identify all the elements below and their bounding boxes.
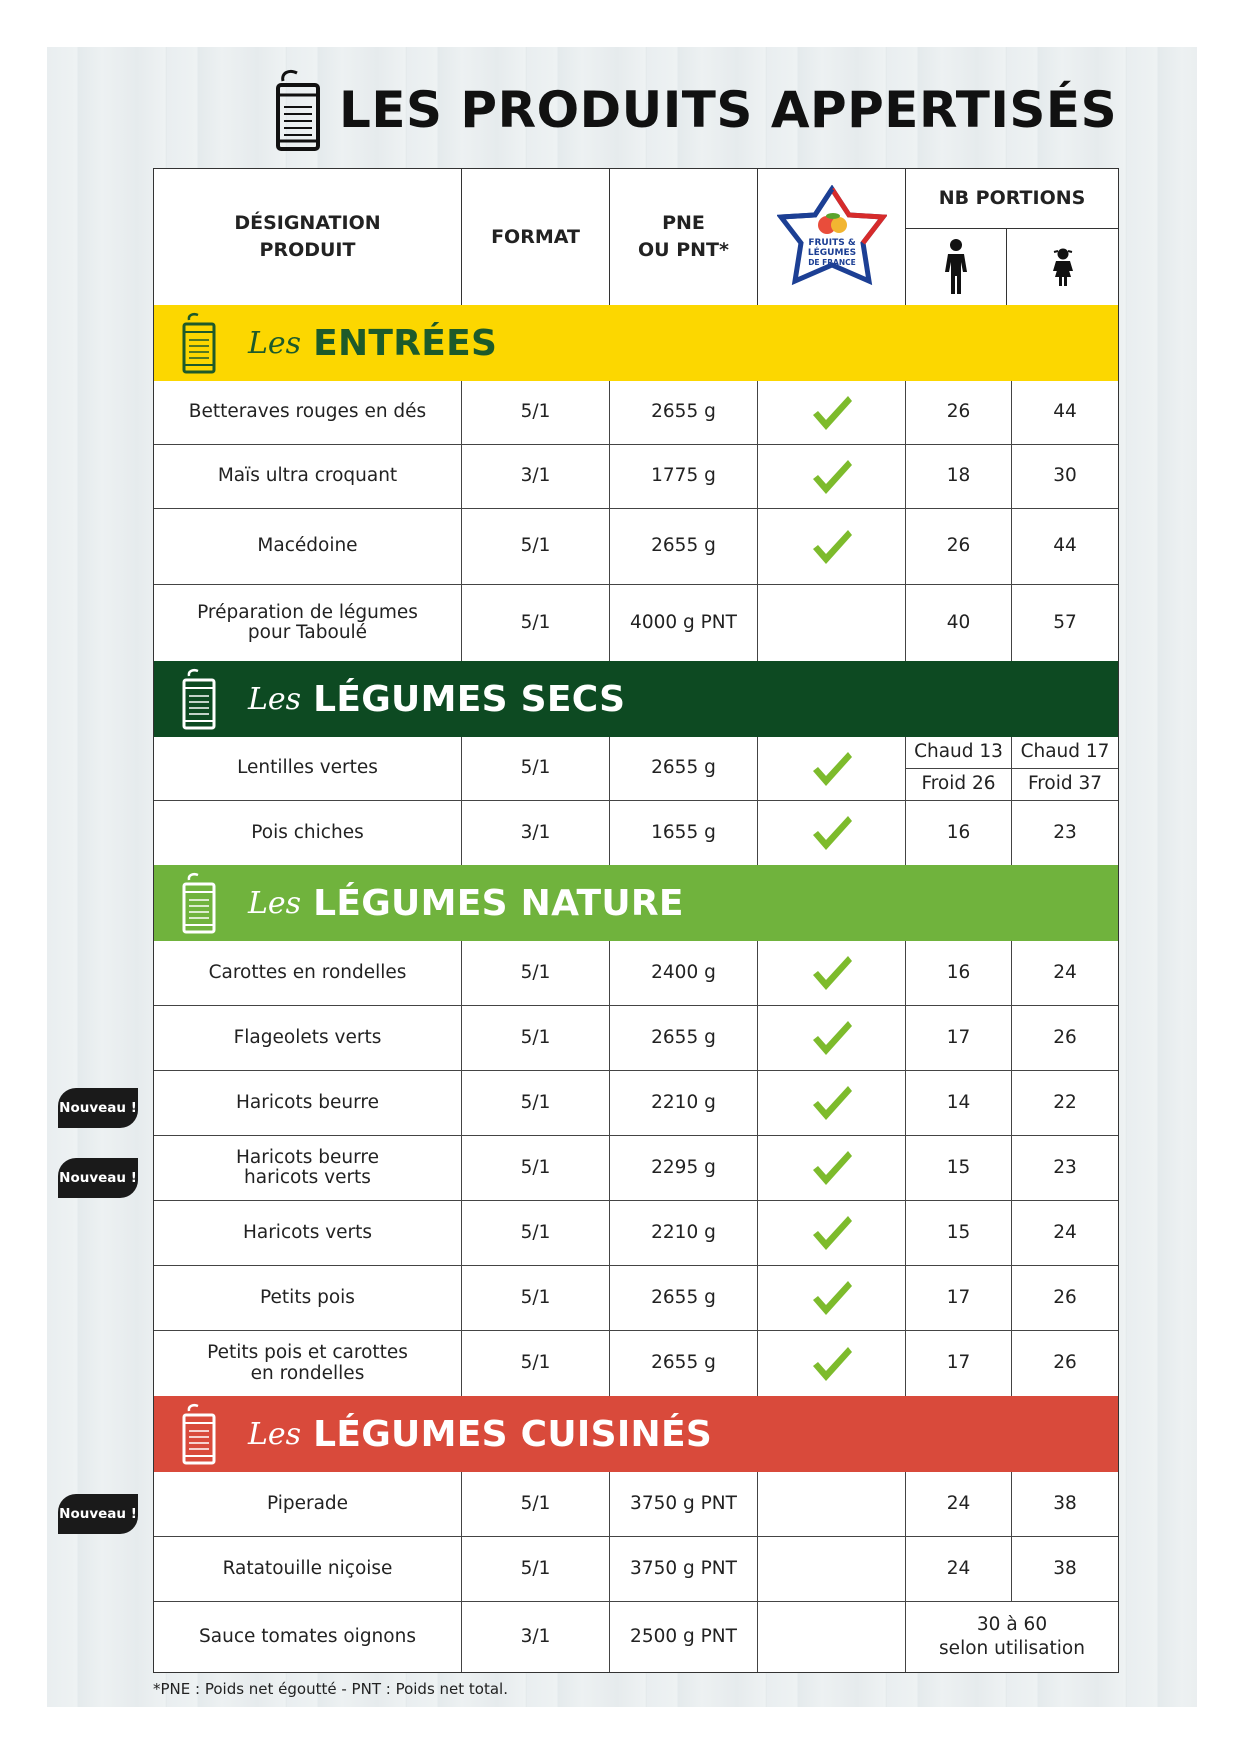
child-portions: 22 bbox=[1053, 1091, 1077, 1113]
nouveau-badge: Nouveau ! bbox=[58, 1088, 138, 1128]
weight: 2655 g bbox=[610, 1331, 758, 1396]
child-icon bbox=[1052, 247, 1074, 287]
can-icon bbox=[275, 67, 321, 153]
svg-text:DE FRANCE: DE FRANCE bbox=[807, 258, 856, 267]
header-pne: PNE OU PNT* bbox=[610, 169, 758, 305]
adult-portions bbox=[906, 737, 1012, 800]
child-portions: 26 bbox=[1053, 1286, 1077, 1308]
label-cell bbox=[758, 941, 906, 1005]
table-header bbox=[154, 169, 1118, 306]
adult-portions: 26 bbox=[906, 381, 1012, 444]
section-legumes-nature bbox=[154, 865, 1118, 941]
table-row bbox=[154, 1201, 1118, 1266]
weight: 2210 g bbox=[610, 1201, 758, 1265]
format: 5/1 bbox=[462, 1071, 610, 1135]
section-les: Les bbox=[248, 885, 302, 921]
weight: 2655 g bbox=[610, 737, 758, 800]
format: 5/1 bbox=[462, 941, 610, 1005]
format: 5/1 bbox=[462, 1136, 610, 1200]
product-name: Maïs ultra croquant bbox=[154, 445, 462, 508]
check-icon bbox=[810, 393, 854, 433]
header-adult bbox=[906, 229, 1007, 305]
section-title: LÉGUMES CUISINÉS bbox=[313, 1413, 713, 1455]
fruits-legumes-de-france-logo bbox=[777, 185, 887, 289]
table-row bbox=[154, 1602, 1118, 1672]
child-portions: 44 bbox=[1053, 535, 1077, 557]
format: 5/1 bbox=[462, 585, 610, 661]
check-icon bbox=[810, 1018, 854, 1058]
table-row bbox=[154, 1006, 1118, 1071]
product-name: Haricots beurre bbox=[154, 1071, 462, 1135]
child-cold: Froid 37 bbox=[1027, 773, 1103, 795]
format: 5/1 bbox=[462, 1537, 610, 1601]
svg-text:LÉGUMES: LÉGUMES bbox=[807, 248, 856, 258]
weight: 2655 g bbox=[610, 509, 758, 584]
check-icon bbox=[810, 953, 854, 993]
weight: 2655 g bbox=[610, 1006, 758, 1070]
label-cell bbox=[758, 737, 906, 800]
section-les: Les bbox=[248, 681, 302, 717]
section-legumes-secs bbox=[154, 661, 1118, 737]
adult-portions: 18 bbox=[906, 445, 1012, 508]
adult-portions: 16 bbox=[906, 941, 1012, 1005]
label-cell bbox=[758, 1537, 906, 1601]
child-portions: 24 bbox=[1053, 961, 1077, 983]
weight: 3750 g PNT bbox=[610, 1472, 758, 1536]
label-cell bbox=[758, 1071, 906, 1135]
adult-icon bbox=[943, 238, 969, 296]
format: 5/1 bbox=[462, 1472, 610, 1536]
child-portions: 57 bbox=[1053, 611, 1077, 633]
table-row bbox=[154, 1266, 1118, 1331]
check-icon bbox=[810, 527, 854, 567]
section-les: Les bbox=[248, 325, 302, 361]
section-entrees bbox=[154, 305, 1118, 381]
table-row bbox=[154, 585, 1118, 661]
label-cell bbox=[758, 1602, 906, 1672]
weight: 2500 g PNT bbox=[610, 1602, 758, 1672]
weight: 2655 g bbox=[610, 1266, 758, 1330]
label-cell bbox=[758, 1472, 906, 1536]
check-icon bbox=[810, 1344, 854, 1384]
weight: 2295 g bbox=[610, 1136, 758, 1200]
product-name: Pois chiches bbox=[154, 801, 462, 865]
table-row bbox=[154, 1136, 1118, 1201]
section-title: LÉGUMES NATURE bbox=[313, 882, 684, 924]
label-cell bbox=[758, 1006, 906, 1070]
table-row bbox=[154, 381, 1118, 445]
format: 5/1 bbox=[462, 381, 610, 444]
table-row bbox=[154, 445, 1118, 509]
product-name: Lentilles vertes bbox=[154, 737, 462, 800]
label-cell bbox=[758, 1266, 906, 1330]
product-name: Sauce tomates oignons bbox=[154, 1602, 462, 1672]
page-title bbox=[275, 62, 1117, 158]
section-les: Les bbox=[248, 1416, 302, 1452]
format: 3/1 bbox=[462, 445, 610, 508]
table-row bbox=[154, 801, 1118, 865]
child-portions: 26 bbox=[1053, 1352, 1077, 1374]
can-icon bbox=[182, 872, 216, 934]
weight: 2400 g bbox=[610, 941, 758, 1005]
format: 5/1 bbox=[462, 1266, 610, 1330]
check-icon bbox=[810, 1278, 854, 1318]
adult-portions: 15 bbox=[906, 1136, 1012, 1200]
label-cell bbox=[758, 445, 906, 508]
section-title: LÉGUMES SECS bbox=[313, 678, 626, 720]
format: 3/1 bbox=[462, 1602, 610, 1672]
child-portions: 38 bbox=[1053, 1492, 1077, 1514]
header-format: FORMAT bbox=[462, 169, 610, 305]
product-name: Macédoine bbox=[154, 509, 462, 584]
header-designation: DÉSIGNATION PRODUIT bbox=[154, 169, 462, 305]
weight: 2655 g bbox=[610, 381, 758, 444]
child-portions: 23 bbox=[1053, 821, 1077, 843]
check-icon bbox=[810, 457, 854, 497]
format: 3/1 bbox=[462, 801, 610, 865]
adult-portions: 15 bbox=[906, 1201, 1012, 1265]
check-icon bbox=[810, 1083, 854, 1123]
format: 5/1 bbox=[462, 1201, 610, 1265]
product-name: Préparation de légumes pour Taboulé bbox=[154, 585, 462, 661]
can-icon bbox=[182, 1403, 216, 1465]
label-cell bbox=[758, 801, 906, 865]
child-portions: 30 bbox=[1053, 465, 1077, 487]
adult-portions: 24 bbox=[906, 1537, 1012, 1601]
adult-portions: 17 bbox=[906, 1006, 1012, 1070]
table-row bbox=[154, 1537, 1118, 1602]
weight: 1775 g bbox=[610, 445, 758, 508]
product-name: Flageolets verts bbox=[154, 1006, 462, 1070]
child-portions: 26 bbox=[1053, 1026, 1077, 1048]
nouveau-badge: Nouveau ! bbox=[58, 1158, 138, 1198]
can-icon bbox=[182, 312, 216, 374]
adult-cold: Froid 26 bbox=[921, 773, 996, 795]
label-cell bbox=[758, 1201, 906, 1265]
table-row bbox=[154, 941, 1118, 1006]
child-portions bbox=[1012, 737, 1118, 800]
label-cell bbox=[758, 381, 906, 444]
product-name: Piperade bbox=[154, 1472, 462, 1536]
adult-hot: Chaud 13 bbox=[906, 737, 1011, 769]
format: 5/1 bbox=[462, 737, 610, 800]
section-legumes-cuisines bbox=[154, 1396, 1118, 1472]
child-hot: Chaud 17 bbox=[1012, 737, 1118, 769]
format: 5/1 bbox=[462, 1331, 610, 1396]
header-child bbox=[1007, 229, 1118, 305]
child-portions: 38 bbox=[1053, 1557, 1077, 1579]
table-row bbox=[154, 737, 1118, 801]
table-row bbox=[154, 509, 1118, 585]
product-name: Petits pois bbox=[154, 1266, 462, 1330]
check-icon bbox=[810, 1148, 854, 1188]
format: 5/1 bbox=[462, 509, 610, 584]
header-logo bbox=[758, 169, 906, 305]
check-icon bbox=[810, 1213, 854, 1253]
label-cell bbox=[758, 1136, 906, 1200]
adult-portions: 17 bbox=[906, 1266, 1012, 1330]
product-name: Haricots verts bbox=[154, 1201, 462, 1265]
weight: 1655 g bbox=[610, 801, 758, 865]
child-portions: 44 bbox=[1053, 401, 1077, 423]
weight: 4000 g PNT bbox=[610, 585, 758, 661]
product-name: Ratatouille niçoise bbox=[154, 1537, 462, 1601]
adult-portions: 14 bbox=[906, 1071, 1012, 1135]
weight: 3750 g PNT bbox=[610, 1537, 758, 1601]
adult-portions: 17 bbox=[906, 1331, 1012, 1396]
child-portions: 23 bbox=[1053, 1156, 1077, 1178]
format: 5/1 bbox=[462, 1006, 610, 1070]
portions-merged: 30 à 60 selon utilisation bbox=[939, 1613, 1085, 1659]
product-name: Petits pois et carottes en rondelles bbox=[154, 1331, 462, 1396]
can-icon bbox=[182, 668, 216, 730]
header-portions: NB PORTIONS bbox=[906, 169, 1118, 229]
nouveau-badge: Nouveau ! bbox=[58, 1494, 138, 1534]
footnote: *PNE : Poids net égoutté - PNT : Poids net total. bbox=[153, 1680, 508, 1698]
weight: 2210 g bbox=[610, 1071, 758, 1135]
product-name: Betteraves rouges en dés bbox=[154, 381, 462, 444]
section-title: ENTRÉES bbox=[313, 322, 498, 364]
child-portions: 24 bbox=[1053, 1221, 1077, 1243]
label-cell bbox=[758, 585, 906, 661]
product-name: Carottes en rondelles bbox=[154, 941, 462, 1005]
table-row bbox=[154, 1472, 1118, 1537]
check-icon bbox=[810, 813, 854, 853]
title-text: LES PRODUITS APPERTISÉS bbox=[339, 81, 1118, 139]
label-cell bbox=[758, 1331, 906, 1396]
products-table bbox=[153, 168, 1119, 1673]
adult-portions: 40 bbox=[906, 585, 1012, 661]
svg-text:FRUITS &: FRUITS & bbox=[807, 238, 856, 248]
label-cell bbox=[758, 509, 906, 584]
table-row bbox=[154, 1331, 1118, 1396]
product-name: Haricots beurre haricots verts bbox=[154, 1136, 462, 1200]
table-row bbox=[154, 1071, 1118, 1136]
adult-portions: 16 bbox=[906, 801, 1012, 865]
adult-portions: 24 bbox=[906, 1472, 1012, 1536]
adult-portions: 26 bbox=[906, 509, 1012, 584]
check-icon bbox=[810, 749, 854, 789]
